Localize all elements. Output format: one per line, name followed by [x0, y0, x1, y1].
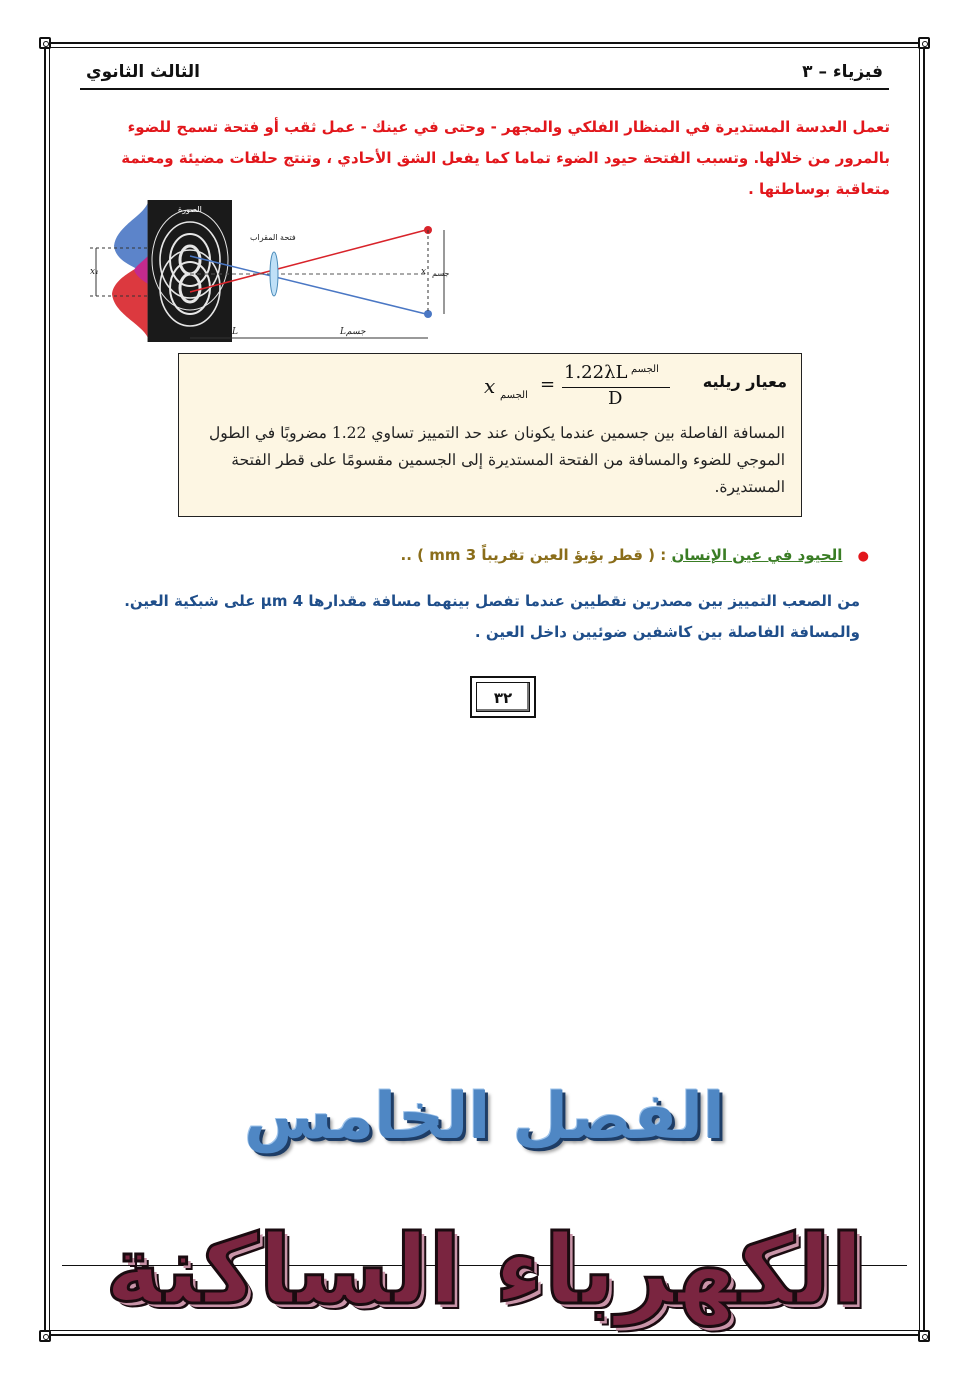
eye-diffraction-bullet — [401, 546, 869, 564]
chapter-main-title: الكهرباء الساكنة — [105, 1214, 864, 1326]
rayleigh-formula — [484, 362, 684, 408]
formula-equals: = — [540, 374, 556, 395]
L-label: L — [232, 327, 238, 337]
image-label: الصورة — [178, 205, 202, 214]
bullet-icon: ● — [857, 549, 869, 564]
diffraction-figure — [86, 196, 450, 348]
object-label: جسم — [432, 269, 450, 278]
corner-ornament-icon — [39, 1330, 51, 1342]
corner-ornament-icon — [918, 37, 930, 49]
eye-line-2: والمسافة الفاصلة بين كاشفين ضوئيين داخل العين . — [474, 623, 860, 641]
aperture-label: فتحة المقراب — [250, 233, 296, 242]
eye-diffraction-heading: الحيود في عين الإنسان — [671, 546, 843, 564]
eye-diffraction-note: : ( قطر بؤبؤ العين تقريباً 3 mm ) .. — [400, 546, 667, 564]
formula-lhs: x — [484, 374, 496, 398]
page-number-box — [470, 676, 536, 718]
header-subject: فيزياء – ٣ — [802, 62, 883, 82]
L-object-label: Lجسم — [340, 327, 366, 337]
intro-paragraph: تعمل العدسة المستديرة في المنظار الفلكي والمجهر - وحتى في عينك - عمل ثقب أو فتحة تسمح للضوء بالمرور من خلالها. وتسبب الفتحة حيود الضوء تماما كما يفعل الشق الأحادي ، وتنتج حلقات مضيئة ومعتمة متعاقبة بوساطتها . — [121, 118, 890, 198]
rayleigh-criterion-box — [178, 353, 802, 517]
eye-paragraph — [90, 586, 860, 648]
page-number: ٣٢ — [476, 682, 530, 712]
aperture-lens — [270, 252, 278, 296]
formula-numerator-subscript: الجسم — [631, 364, 659, 375]
formula-numerator: 1.22λL — [564, 362, 628, 383]
corner-ornament-icon — [39, 37, 51, 49]
header-divider — [80, 88, 889, 90]
eye-line-1: من الصعب التمييز بين مصدرين نقطيين عندما تفصل بينهما مسافة مقدارها 4 µm على شبكية العين. — [124, 592, 860, 610]
formula-denominator: D — [608, 388, 623, 409]
chapter-title: الفصل الخامس — [244, 1080, 725, 1154]
x1-label: x₁ — [90, 267, 99, 277]
rayleigh-description: المسافة الفاصلة بين جسمين عندما يكونان عند حد التمييز تساوي 1.22 مضروبًا في الطول الموجي للضوء والمسافة من الفتحة المستديرة إلى الجسمين مقسومًا على قطر الفتحة المستديرة. — [208, 424, 785, 496]
header-grade: الثالث الثانوي — [86, 62, 200, 82]
x-label: x — [421, 267, 427, 277]
corner-ornament-icon — [918, 1330, 930, 1342]
formula-lhs-subscript: الجسم — [500, 390, 528, 401]
rayleigh-title: معيار ريليه — [702, 372, 787, 391]
